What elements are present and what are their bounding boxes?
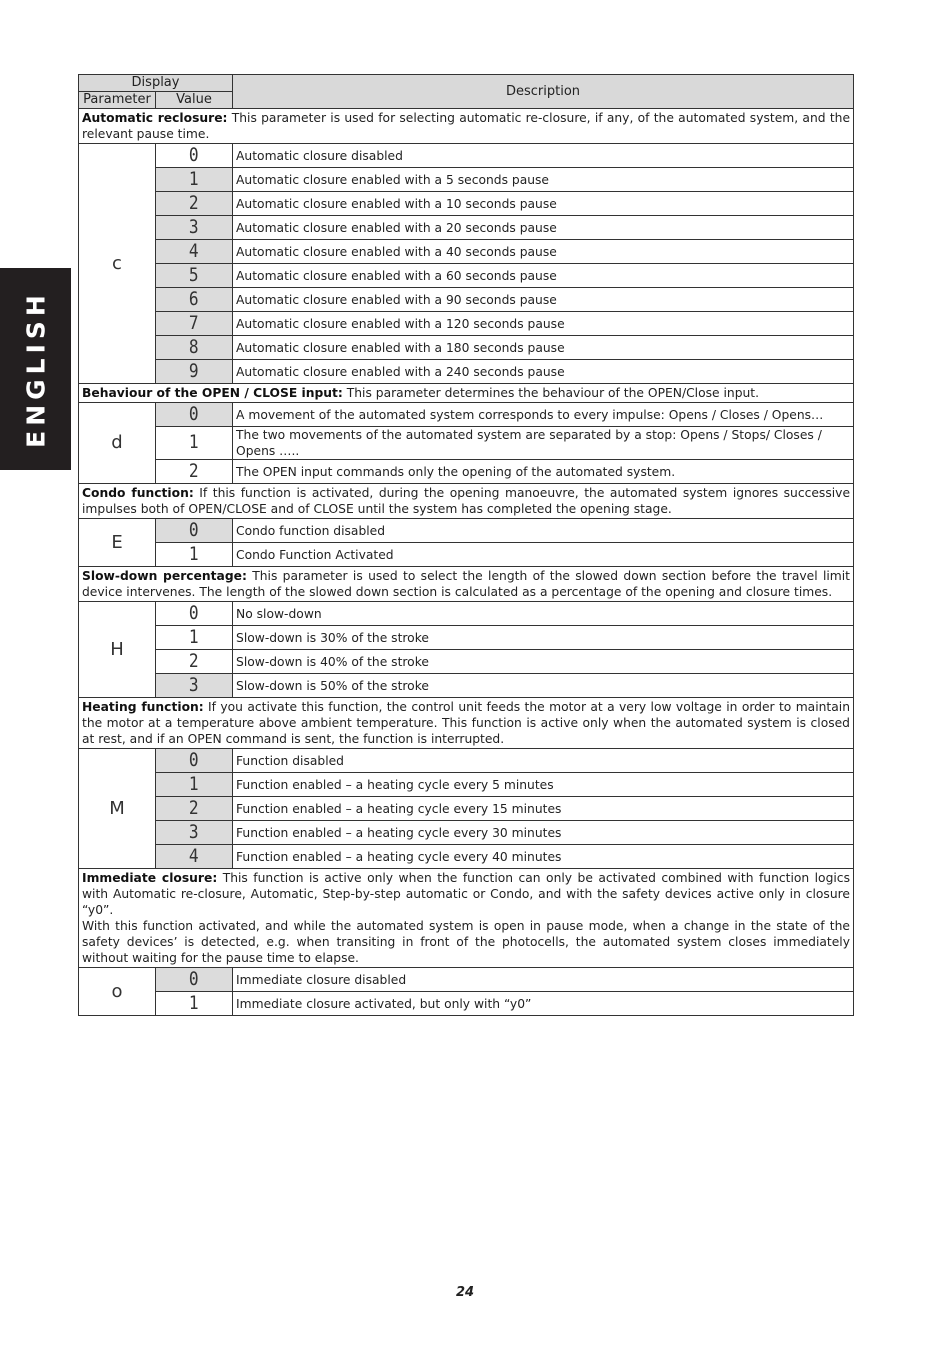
value-cell [156, 192, 233, 216]
table-row [79, 240, 854, 264]
value-cell [156, 288, 233, 312]
value-digit: 0 [189, 748, 199, 771]
section-header-row [79, 484, 854, 519]
value-cell [156, 144, 233, 168]
value-description: Immediate closure activated, but only with “y0” [233, 992, 854, 1016]
table-row [79, 144, 854, 168]
value-digit: 7 [189, 311, 199, 334]
value-digit: 2 [189, 796, 199, 819]
value-digit: 4 [189, 844, 199, 867]
table-row [79, 674, 854, 698]
parameter-code: d [79, 403, 156, 484]
value-description: Automatic closure enabled with a 40 seconds pause [233, 240, 854, 264]
table-row [79, 427, 854, 460]
table-row [79, 845, 854, 869]
table-row [79, 821, 854, 845]
value-cell [156, 519, 233, 543]
section-text: This function is active only when the function can only be activated combined with function logics with Automatic re-closure, Automatic, Step-by-step automatic or Condo, and with the safety devices active only in closure “y0”. [82, 871, 850, 917]
value-cell [156, 216, 233, 240]
value-cell [156, 543, 233, 567]
value-digit: 2 [189, 191, 199, 214]
value-cell [156, 312, 233, 336]
table-row [79, 216, 854, 240]
value-cell [156, 992, 233, 1016]
section-description [79, 567, 854, 602]
section-description [79, 869, 854, 968]
section-text-extra: With this function activated, and while the automated system is open in pause mode, when a change in the state of the safety devices’ is detected, e.g. when transiting in front of the photocells, the automated system closes immediately without waiting for the pause time to elapse. [82, 919, 850, 965]
table-row [79, 519, 854, 543]
value-digit: 6 [189, 287, 199, 310]
section-title: Slow-down percentage: [82, 569, 247, 583]
value-description: Automatic closure enabled with a 20 seconds pause [233, 216, 854, 240]
header-display: Display [79, 75, 233, 92]
value-digit: 0 [189, 143, 199, 166]
value-description: Automatic closure enabled with a 10 seconds pause [233, 192, 854, 216]
value-cell [156, 797, 233, 821]
table-row [79, 460, 854, 484]
value-cell [156, 650, 233, 674]
value-digit: 0 [189, 967, 199, 990]
value-digit: 9 [189, 359, 199, 382]
value-cell [156, 336, 233, 360]
table-row [79, 797, 854, 821]
section-description [79, 384, 854, 403]
table-row [79, 264, 854, 288]
value-description: Slow-down is 30% of the stroke [233, 626, 854, 650]
value-description: The OPEN input commands only the opening of the automated system. [233, 460, 854, 484]
table-row [79, 336, 854, 360]
value-cell [156, 749, 233, 773]
parameter-code: o [79, 968, 156, 1016]
section-text: This parameter is used to select the length of the slowed down section before the travel limit device intervenes. The length of the slowed down section is calculated as a percentage of the opening and closure times. [82, 569, 850, 599]
value-description: Slow-down is 50% of the stroke [233, 674, 854, 698]
parameter-code: H [79, 602, 156, 698]
value-cell [156, 460, 233, 484]
value-cell [156, 427, 233, 460]
table-row [79, 312, 854, 336]
value-description: No slow-down [233, 602, 854, 626]
value-description: Function enabled – a heating cycle every 15 minutes [233, 797, 854, 821]
language-label: ENGLISH [21, 290, 50, 448]
value-description: Automatic closure enabled with a 60 seconds pause [233, 264, 854, 288]
section-text: This parameter is used for selecting automatic re-closure, if any, of the automated system, and the relevant pause time. [82, 111, 851, 141]
value-cell [156, 240, 233, 264]
value-cell [156, 821, 233, 845]
section-description [79, 698, 854, 749]
value-cell [156, 626, 233, 650]
value-cell [156, 845, 233, 869]
value-cell [156, 403, 233, 427]
table-row [79, 403, 854, 427]
page-number: 24 [455, 1285, 475, 1300]
header-parameter: Parameter [79, 92, 156, 109]
section-description [79, 109, 854, 144]
section-header-row [79, 384, 854, 403]
section-title: Condo function: [82, 486, 194, 500]
value-digit: 0 [189, 402, 199, 425]
value-description: Function enabled – a heating cycle every 5 minutes [233, 773, 854, 797]
value-description: Automatic closure enabled with a 180 seconds pause [233, 336, 854, 360]
value-description: Immediate closure disabled [233, 968, 854, 992]
section-title: Immediate closure: [82, 871, 218, 885]
parameter-code: c [79, 144, 156, 384]
value-digit: 1 [189, 167, 199, 190]
section-text: If this function is activated, during the opening manoeuvre, the automated system ignores successive impulses both of OPEN/CLOSE and of CLOSE until the system has completed the opening stage. [82, 486, 851, 516]
value-cell [156, 968, 233, 992]
value-description: The two movements of the automated system are separated by a stop: Opens / Stops/ Closes / Opens ….. [233, 427, 854, 460]
value-description: Condo Function Activated [233, 543, 854, 567]
value-digit: 4 [189, 239, 199, 262]
table-row [79, 626, 854, 650]
table-row [79, 288, 854, 312]
section-title: Automatic reclosure: [82, 111, 228, 125]
table-row [79, 360, 854, 384]
value-cell [156, 674, 233, 698]
value-digit: 8 [189, 335, 199, 358]
value-description: Automatic closure enabled with a 5 seconds pause [233, 168, 854, 192]
table-row [79, 992, 854, 1016]
value-digit: 1 [189, 542, 199, 565]
table-row [79, 968, 854, 992]
parameter-code: E [79, 519, 156, 567]
value-description: Automatic closure enabled with a 240 seconds pause [233, 360, 854, 384]
table-row [79, 602, 854, 626]
section-header-row [79, 869, 854, 968]
value-description: Automatic closure enabled with a 90 seconds pause [233, 288, 854, 312]
value-digit: 0 [189, 518, 199, 541]
value-digit: 2 [189, 649, 199, 672]
value-cell [156, 360, 233, 384]
language-side-tab [0, 268, 71, 470]
value-cell [156, 168, 233, 192]
value-digit: 3 [189, 215, 199, 238]
value-digit: 1 [189, 772, 199, 795]
value-digit: 3 [189, 673, 199, 696]
value-description: Condo function disabled [233, 519, 854, 543]
value-digit: 0 [189, 601, 199, 624]
table-row [79, 192, 854, 216]
value-description: Automatic closure enabled with a 120 seconds pause [233, 312, 854, 336]
value-digit: 1 [189, 431, 199, 453]
table-row [79, 650, 854, 674]
section-header-row [79, 567, 854, 602]
table-row [79, 543, 854, 567]
value-cell [156, 264, 233, 288]
parameter-code: M [79, 749, 156, 869]
parameter-table [78, 74, 854, 1016]
section-header-row [79, 698, 854, 749]
value-cell [156, 602, 233, 626]
header-description: Description [233, 75, 854, 109]
value-cell [156, 773, 233, 797]
table-row [79, 749, 854, 773]
value-digit: 3 [189, 820, 199, 843]
section-title: Heating function: [82, 700, 204, 714]
table-row [79, 168, 854, 192]
value-description: Function enabled – a heating cycle every 40 minutes [233, 845, 854, 869]
header-value: Value [156, 92, 233, 109]
value-description: A movement of the automated system corresponds to every impulse: Opens / Closes / Opens… [233, 403, 854, 427]
value-digit: 1 [189, 625, 199, 648]
value-description: Automatic closure disabled [233, 144, 854, 168]
header-row-1 [79, 75, 854, 92]
section-text: If you activate this function, the control unit feeds the motor at a very low voltage in order to maintain the motor at a temperature above ambient temperature. This function is active only when the automated system is closed at rest, and if an OPEN command is sent, the function is interrupted. [82, 700, 850, 746]
value-description: Function enabled – a heating cycle every 30 minutes [233, 821, 854, 845]
value-description: Function disabled [233, 749, 854, 773]
section-text: This parameter determines the behaviour of the OPEN/Close input. [342, 386, 760, 400]
value-digit: 1 [189, 991, 199, 1014]
section-description [79, 484, 854, 519]
section-header-row [79, 109, 854, 144]
value-digit: 2 [189, 459, 199, 482]
table-row [79, 773, 854, 797]
value-digit: 5 [189, 263, 199, 286]
section-title: Behaviour of the OPEN / CLOSE input: [82, 386, 343, 400]
value-description: Slow-down is 40% of the stroke [233, 650, 854, 674]
